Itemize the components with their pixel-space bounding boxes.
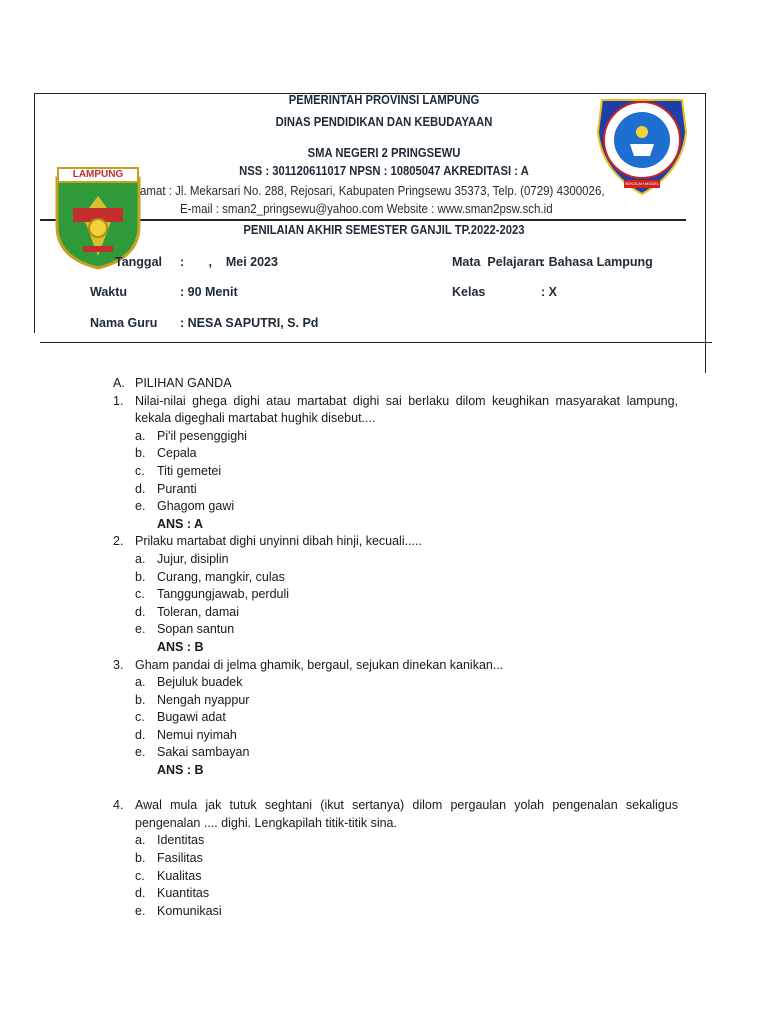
question (113, 657, 678, 675)
question-number: 1. (113, 393, 124, 408)
answer-option (135, 727, 678, 745)
option-letter: d. (135, 481, 146, 496)
question-number: 4. (113, 798, 124, 813)
option-letter: e. (135, 903, 146, 918)
question-text: Prilaku martabat dighi unyinni dibah hinji, kecuali..... (135, 534, 422, 549)
tanggal-label: Tanggal (115, 255, 162, 269)
school-logo (594, 92, 690, 198)
section-heading (113, 375, 678, 393)
option-letter: c. (135, 587, 145, 602)
option-text: Nengah nyappur (157, 692, 250, 707)
section-title: PILIHAN GANDA (135, 376, 232, 390)
option-text: Titi gemetei (157, 463, 222, 478)
mapel-value: : Bahasa Lampung (541, 255, 653, 269)
option-text: Cepala (157, 446, 197, 461)
option-letter: a. (135, 428, 146, 443)
option-letter: b. (135, 692, 146, 707)
answer-option (135, 551, 678, 569)
question (113, 797, 678, 832)
option-letter: c. (135, 463, 145, 478)
kelas-value: : X (541, 285, 557, 299)
option-letter: e. (135, 499, 146, 514)
option-text: Kuantitas (157, 886, 210, 901)
answer-option (135, 674, 678, 692)
option-text: Fasilitas (157, 851, 203, 866)
option-text: Jujur, disiplin (157, 551, 229, 566)
header-line-3: SMA NEGERI 2 PRINGSEWU (307, 146, 461, 160)
answer-option (135, 868, 678, 886)
answer-option (135, 463, 678, 481)
header-email: E-mail : sman2_pringsewu@yahoo.com Website : www.sman2psw.sch.id (180, 202, 553, 216)
answer-option (135, 498, 678, 516)
option-letter: a. (135, 551, 146, 566)
answer-key: ANS : B (157, 763, 204, 778)
question-text: Awal mula jak tutuk seghtani (ikut sertanya) dilom pergaulan yolah pengenalan sekaligus pengenalan .... dighi. Lengkapilah titik-titik sina. (135, 798, 678, 830)
question (113, 393, 678, 428)
option-text: Tanggungjawab, perduli (157, 587, 290, 602)
answer-key: ANS : A (157, 516, 204, 531)
option-letter: c. (135, 710, 145, 725)
answer-option (135, 832, 678, 850)
option-text: Nemui nyimah (157, 727, 237, 742)
option-text: Sopan santun (157, 622, 235, 637)
question-text: Nilai-nilai ghega dighi atau martabat dighi sai berlaku dilom keughikan masyarakat lampung, kekala digeghali martabat hughik disebut.... (135, 393, 678, 426)
question-list (113, 393, 678, 921)
waktu-value: : 90 Menit (180, 285, 238, 299)
option-text: Pi'il pesenggighi (157, 428, 247, 443)
answer-option (135, 885, 678, 903)
question-number: 2. (113, 534, 124, 549)
option-letter: e. (135, 745, 146, 760)
answer-option (135, 850, 678, 868)
header-address: amat : Jl. Mekarsari No. 288, Rejosari, Kabupaten Pringsewu 35373, Telp. (0729) 4300026, (140, 184, 605, 198)
header-left-border (34, 93, 35, 333)
option-text: Bugawi adat (157, 710, 226, 725)
section-letter: A. (113, 376, 125, 390)
option-letter: e. (135, 622, 146, 637)
question (113, 533, 678, 551)
header-line-1: PEMERINTAH PROVINSI LAMPUNG (288, 93, 480, 107)
lampung-logo-text: LAMPUNG (72, 169, 124, 180)
exam-title: PENILAIAN AKHIR SEMESTER GANJIL TP.2022-2023 (243, 223, 525, 237)
question-number: 3. (113, 657, 124, 672)
answer-option (135, 481, 678, 499)
option-letter: a. (135, 833, 146, 848)
answer-option (135, 445, 678, 463)
guru-label: Nama Guru (90, 316, 158, 330)
kelas-label: Kelas (452, 285, 486, 299)
option-text: Identitas (157, 833, 205, 848)
option-letter: a. (135, 675, 146, 690)
option-letter: c. (135, 868, 145, 883)
option-text: Ghagom gawi (157, 499, 235, 514)
option-letter: b. (135, 851, 146, 866)
answer-option (135, 709, 678, 727)
option-text: Kualitas (157, 868, 202, 883)
option-text: Toleran, damai (157, 604, 239, 619)
option-text: Sakai sambayan (157, 745, 250, 760)
answer-option (135, 903, 678, 921)
option-text: Curang, mangkir, culas (157, 569, 285, 584)
option-letter: d. (135, 604, 146, 619)
guru-value: : NESA SAPUTRI, S. Pd (180, 316, 319, 330)
answer-option (135, 586, 678, 604)
option-letter: d. (135, 886, 146, 901)
header-line-2: DINAS PENDIDIKAN DAN KEBUDAYAAN (275, 115, 493, 129)
question-text: Gham pandai di jelma ghamik, bergaul, sejukan dinekan kanikan... (135, 657, 504, 672)
info-bottom-border (40, 342, 712, 343)
answer-option (135, 692, 678, 710)
answer-key: ANS : B (157, 639, 204, 654)
answer-option (135, 428, 678, 446)
option-letter: b. (135, 569, 146, 584)
answer-option (135, 569, 678, 587)
option-text: Komunikasi (157, 903, 222, 918)
answer-option (135, 604, 678, 622)
option-text: Bejuluk buadek (157, 675, 243, 690)
header-line-4: NSS : 301120611017 NPSN : 10805047 AKREDITASI : A (239, 164, 529, 178)
answer-option (135, 744, 678, 762)
option-letter: b. (135, 446, 146, 461)
school-logo-banner: SEKOLAH MODEL (624, 181, 660, 186)
question-area (113, 375, 678, 920)
tanggal-value: : , Mei 2023 (180, 255, 278, 269)
option-text: Puranti (157, 481, 197, 496)
mapel-label: Mata Pelajaran (452, 255, 544, 269)
option-letter: d. (135, 727, 146, 742)
waktu-label: Waktu (90, 285, 128, 299)
answer-option (135, 621, 678, 639)
spacer (113, 780, 678, 798)
